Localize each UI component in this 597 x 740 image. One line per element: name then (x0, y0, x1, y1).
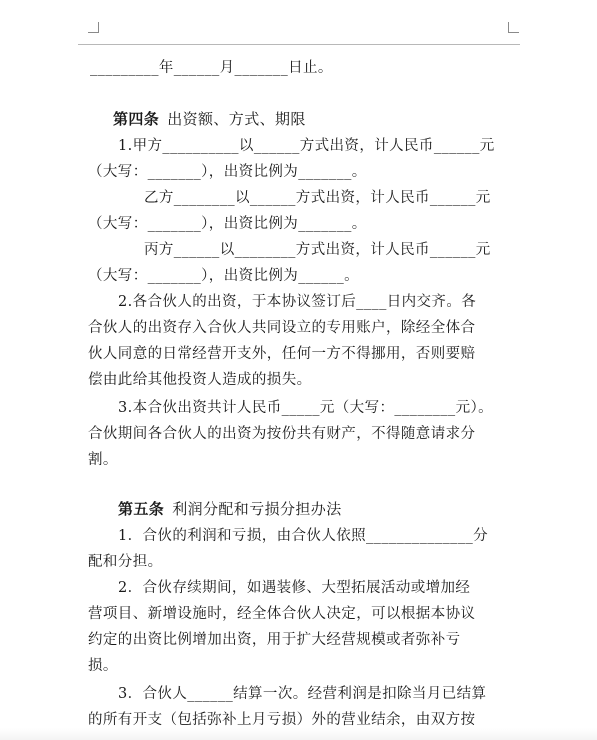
article-4-line: （大写：_______），出资比例为______。 (88, 268, 359, 284)
article-4-line: 合伙期间各合伙人的出资为按份共有财产，不得随意请求分 (88, 426, 476, 442)
article-5-line: 约定的出资比例增加出资，用于扩大经营规模或者弥补亏 (88, 632, 461, 648)
date-line: _________年______月_______日止。 (90, 60, 333, 76)
corner-crop-mark-left (88, 22, 99, 33)
article-4-line: 丙方______以________方式出资，计人民币______元 (144, 242, 491, 258)
article-5-title: 利润分配和亏损分担办法 (172, 500, 342, 518)
article-5-line: 2．合伙存续期间，如遇装修、大型拓展活动或增加经 (118, 580, 471, 596)
article-4-line: （大写：_______），出资比例为_______。 (88, 216, 367, 232)
article-5-label: 第五条 (118, 500, 165, 518)
article-4-line: 3.本合伙出资共计人民币_____元（大写：________元）。 (118, 400, 494, 416)
article-4-line: （大写：_______），出资比例为_______。 (88, 164, 367, 180)
article-4-line: 乙方________以______方式出资，计人民币______元 (144, 190, 491, 206)
article-4-line: 1.甲方__________以______方式出资，计人民币______元 (118, 138, 495, 154)
article-5-line: 营项目、新增设施时，经全体合伙人决定，可以根据本协议 (88, 606, 476, 622)
header-rule (78, 44, 520, 45)
article-4-title: 出资额、方式、期限 (167, 110, 306, 128)
article-4-line: 偿由此给其他投资人造成的损失。 (88, 372, 312, 388)
article-4-line: 割。 (88, 452, 118, 468)
article-4-heading (113, 109, 306, 129)
article-4-line: 2.各合伙人的出资，于本协议签订后____日内交齐。各 (118, 294, 477, 310)
article-5-line: 1．合伙的利润和亏损，由合伙人依照______________分 (118, 528, 489, 544)
article-5-line: 3．合伙人______结算一次。经营利润是扣除当月已结算 (118, 686, 487, 702)
page-header (0, 0, 597, 50)
article-5-heading (118, 499, 342, 519)
article-4-label: 第四条 (113, 110, 160, 128)
article-5-line: 损。 (88, 658, 118, 674)
article-4-line: 伙人同意的日常经营开支外，任何一方不得挪用，否则要赔 (88, 346, 476, 362)
page-bottom-edge (0, 728, 597, 740)
article-5-line: 配和分担。 (88, 554, 163, 570)
article-5-line: 的所有开支（包括弥补上月亏损）外的营业结余，由双方按 (88, 712, 476, 728)
corner-crop-mark-right (508, 22, 519, 33)
article-4-line: 合伙人的出资存入合伙人共同设立的专用账户，除经全体合 (88, 320, 476, 336)
